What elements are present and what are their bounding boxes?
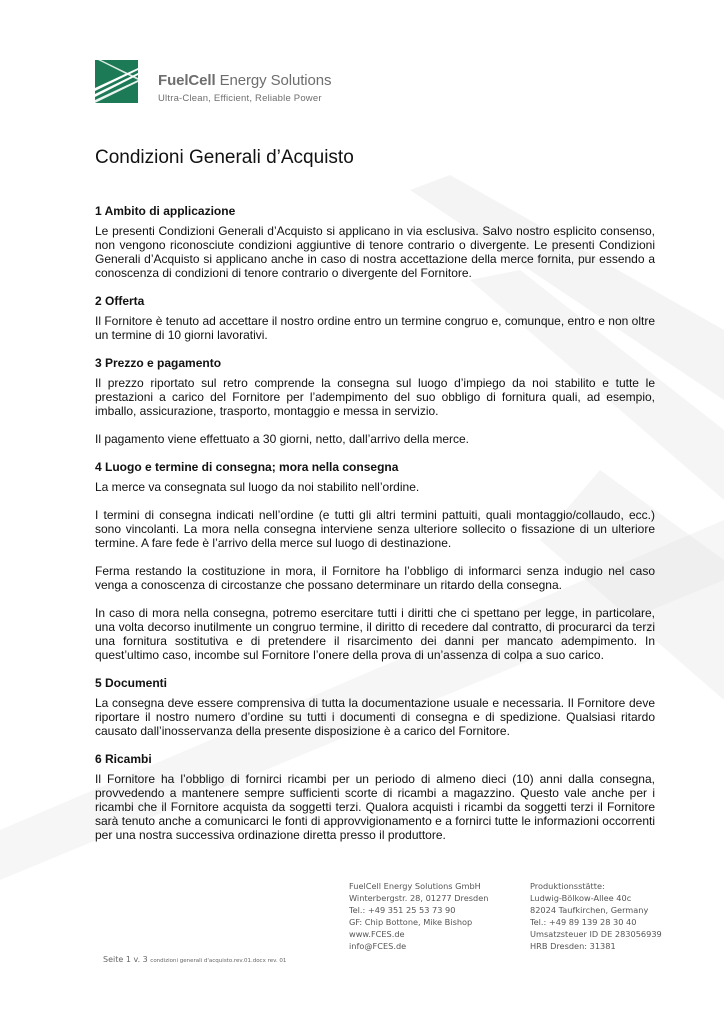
section <box>95 204 655 280</box>
footer-production-line: Umsatzsteuer ID DE 283056939 <box>530 928 662 939</box>
footer-production-line: 82024 Taufkirchen, Germany <box>530 904 649 915</box>
section <box>95 460 655 662</box>
fces-logo-icon <box>95 60 138 103</box>
document-title: Condizioni Generali d’Acquisto <box>95 147 354 168</box>
section-paragraph: Ferma restando la costituzione in mora, il Fornitore ha l’obbligo di informarci senza indugio nel caso venga a conoscenza di circostanze che possano determinare un ritardo della consegna. <box>95 564 655 592</box>
brand-tagline: Ultra-Clean, Efficient, Reliable Power <box>158 93 322 104</box>
section-paragraph: Il pagamento viene effettuato a 30 giorni, netto, dall’arrivo della merce. <box>95 432 470 446</box>
footer-company-line: FuelCell Energy Solutions GmbH <box>349 881 481 891</box>
section-paragraph: In caso di mora nella consegna, potremo esercitare tutti i diritti che ci spettano per legge, in particolare, una volta decorso inutilmente un congruo termine, il diritto di recedere dal contratto, di procurarci da terzi una fornitura sostitutiva e di pretendere il risarcimento dei danni per mancato adempimento. In quest’ultimo caso, incombe sul Fornitore l’onere della prova di un’assenza di colpa a suo carico. <box>95 606 655 662</box>
section-title: 1 Ambito di applicazione <box>95 204 236 218</box>
footer-production-info <box>530 881 662 952</box>
document-reference: condizioni generali d'acquisto.rev.01.docx rev. 01 <box>150 958 287 964</box>
section-title: 5 Documenti <box>95 676 168 690</box>
section-paragraph: Il prezzo riportato sul retro comprende la consegna sul luogo d’impiego da noi stabilito e tutte le prestazioni a carico del Fornitore per l’adempimento del suo obbligo di fornitura quali, ad esempio, imballo, assicurazione, trasporto, montaggio e messa in servizio. <box>95 376 655 418</box>
footer-company-line: www.FCES.de <box>349 928 405 939</box>
footer-company-info <box>349 881 488 952</box>
section-paragraph: La merce va consegnata sul luogo da noi stabilito nell’ordine. <box>95 480 420 494</box>
section-paragraph: Le presenti Condizioni Generali d’Acquisto si applicano in via esclusiva. Salvo nostro esplicito consenso, non vengono riconosciute condizioni aggiuntive di tenore contrario o divergente. Le presenti Condizioni Generali d’Acquisto si applicano anche in caso di nostra accettazione della merce fornita, pur essendo a conoscenza di condizioni di tenore contrario o divergente del Fornitore. <box>95 224 655 280</box>
footer-production-line: Tel.: +49 89 139 28 30 40 <box>530 916 637 927</box>
section-title: 6 Ricambi <box>95 752 152 766</box>
footer-company-line: Winterbergstr. 28, 01277 Dresden <box>349 892 489 903</box>
footer-company-line: GF: Chip Bottone, Mike Bishop <box>349 916 473 927</box>
page-footer <box>103 955 286 964</box>
section <box>95 294 655 342</box>
section-paragraph: I termini di consegna indicati nell’ordine (e tutti gli altri termini pattuiti, quali montaggio/collaudo, ecc.) sono vincolanti. La mora nella consegna interviene senza ulteriore sollecito o fissazione di un ulteriore termine. A fare fede è l’arrivo della merce sul luogo di destinazione. <box>95 508 655 550</box>
footer-production-line: Produktionsstätte: <box>530 881 605 891</box>
section <box>95 676 655 738</box>
brand-name: FuelCell Energy Solutions <box>158 72 332 89</box>
section <box>95 356 655 446</box>
section <box>95 752 655 842</box>
section-title: 3 Prezzo e pagamento <box>95 356 222 370</box>
footer-company-line: Tel.: +49 351 25 53 73 90 <box>349 904 456 915</box>
section-paragraph: Il Fornitore ha l’obbligo di fornirci ricambi per un periodo di almeno dieci (10) anni dalla consegna, provvedendo a mantenere sempre sufficienti scorte di ricambi a magazzino. Questo vale anche per i ricambi che il Fornitore acquista da soggetti terzi. Qualora acquisti i ricambi da soggetti terzi il Fornitore sarà tenuto anche a comunicarci le fonti di approvvigionamento e a fornirci tutte le informazioni occorrenti per una nostra successiva ordinazione diretta presso il produttore. <box>95 772 655 842</box>
document-body <box>95 204 655 856</box>
footer-production-line: HRB Dresden: 31381 <box>530 940 616 951</box>
section-title: 2 Offerta <box>95 294 145 308</box>
page-number: Seite 1 v. 3 <box>103 955 148 964</box>
section-paragraph: Il Fornitore è tenuto ad accettare il nostro ordine entro un termine congruo e, comunque, entro e non oltre un termine di 10 giorni lavorativi. <box>95 314 655 342</box>
section-title: 4 Luogo e termine di consegna; mora nella consegna <box>95 460 399 474</box>
section-paragraph: La consegna deve essere comprensiva di tutta la documentazione usuale e necessaria. Il Fornitore deve riportare il nostro numero d’ordine su tutti i documenti di consegna e di spedizione. Qualsiasi ritardo causato dall’inosservanza della presente disposizione è a carico del Fornitore. <box>95 696 655 738</box>
footer-production-line: Ludwig-Bölkow-Allee 40c <box>530 892 632 903</box>
footer-company-line: info@FCES.de <box>349 940 407 951</box>
